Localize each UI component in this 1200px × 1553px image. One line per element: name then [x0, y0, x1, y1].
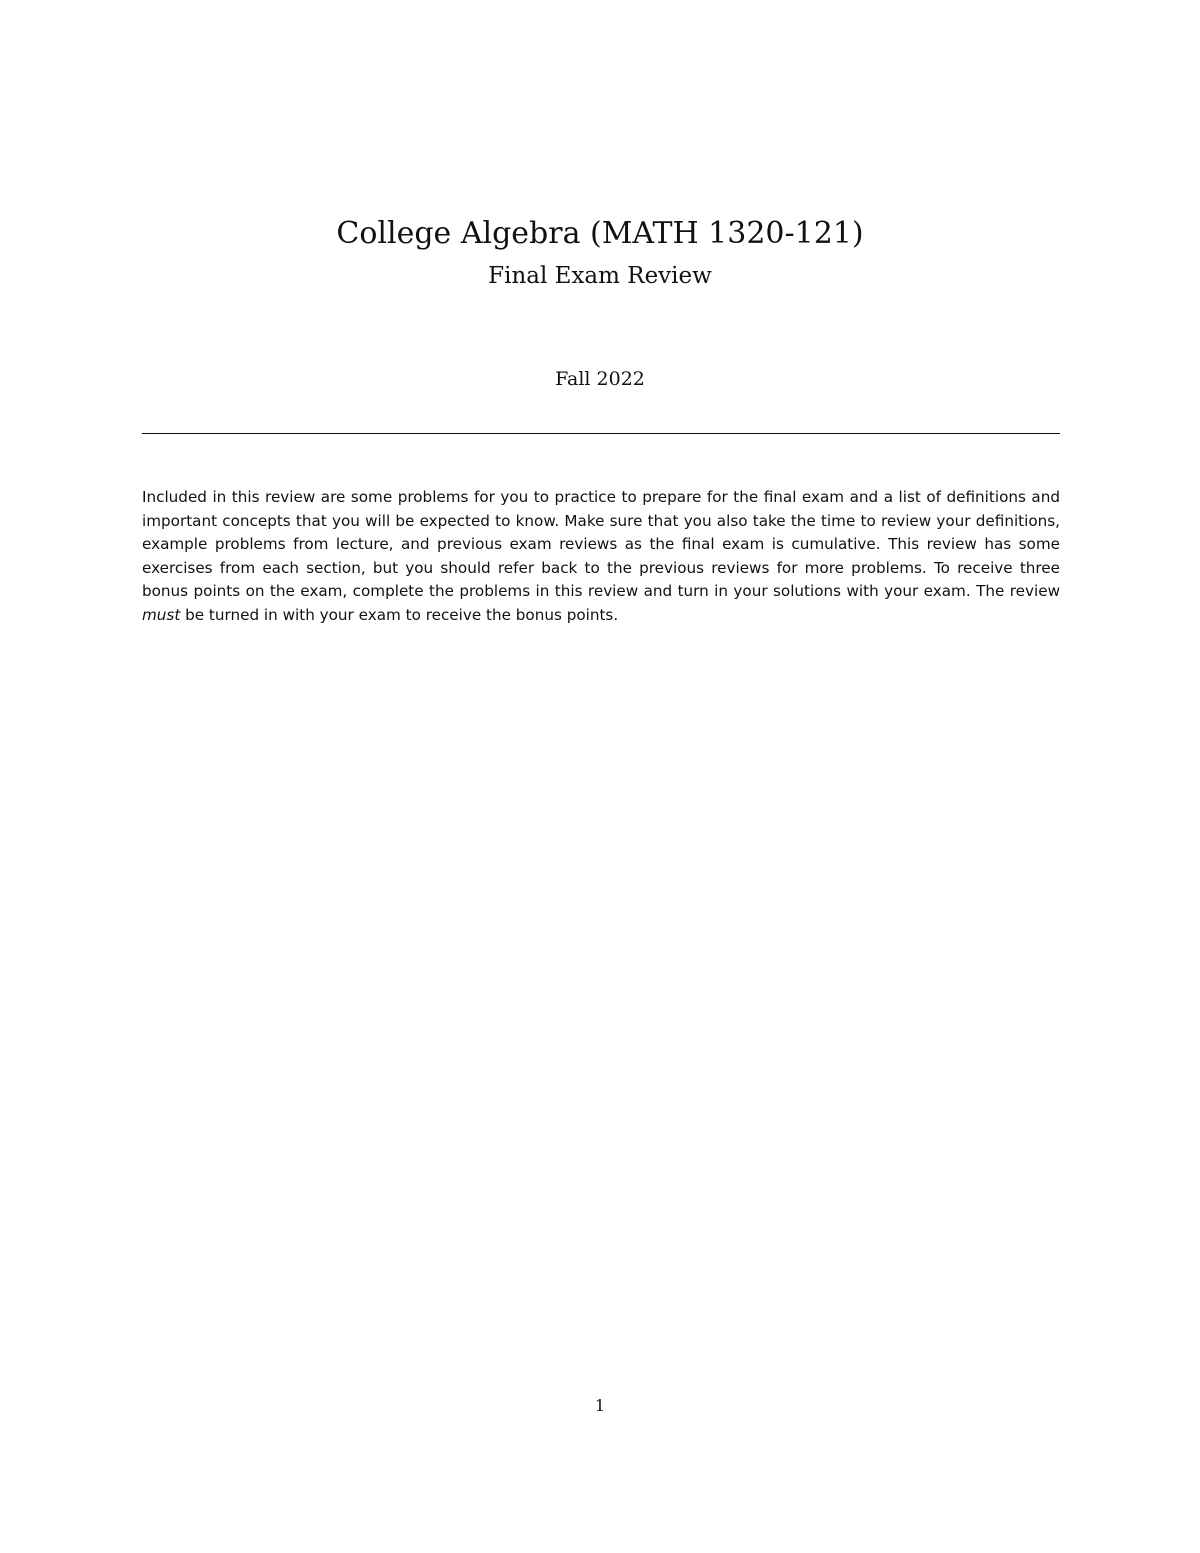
page-number: 1 — [594, 1396, 606, 1415]
document-title: College Algebra (MATH 1320-121) — [336, 216, 864, 251]
document-subtitle: Final Exam Review — [488, 263, 712, 289]
intro-emphasis: must — [142, 605, 181, 624]
horizontal-rule — [142, 433, 1060, 434]
intro-text-start: Included in this review are some problems for you to practice to prepare for the final exam and a list of definitions and important concepts that you will be expected to know. Make sure that you also take the time to review your definitions, example problems from lecture, and previous exam reviews as the final exam is cumulative. This review has some exercises from each section, but you should refer back to the previous reviews for more problems. To receive three bonus points on the exam, complete the problems in this review and turn in your solutions with your exam. The review — [142, 488, 1060, 600]
intro-paragraph — [142, 486, 1060, 627]
intro-text-end: be turned in with your exam to receive the bonus points. — [180, 605, 619, 624]
document-term: Fall 2022 — [555, 368, 645, 390]
